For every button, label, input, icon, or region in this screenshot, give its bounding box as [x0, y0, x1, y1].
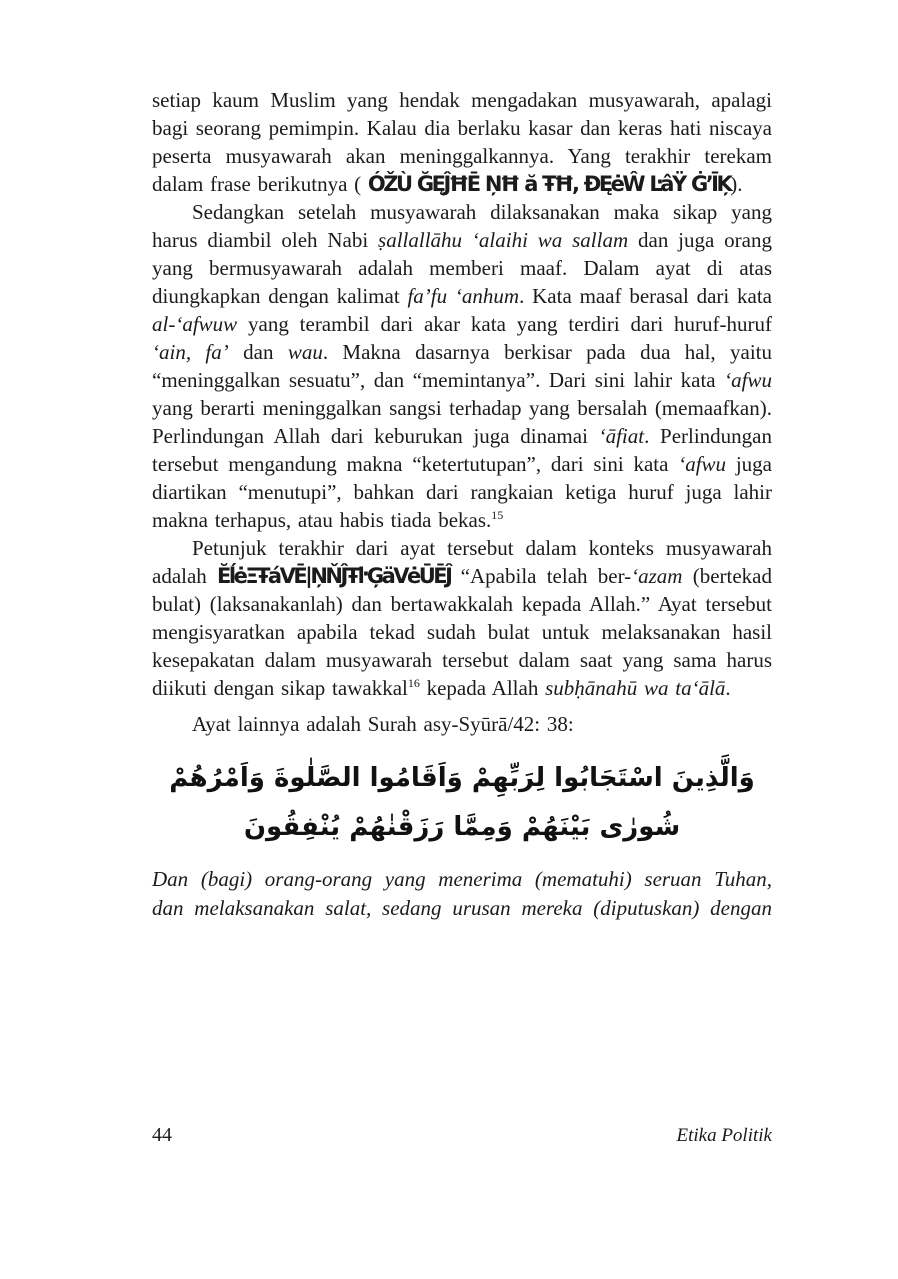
text-segment: Ayat lainnya adalah Surah asy-Syūrā/42: 38:	[192, 712, 574, 736]
footnote-marker: 16	[407, 676, 420, 690]
running-title: Etika Politik	[676, 1125, 772, 1146]
corrupted-glyph-run: ÓŽÙ ĞĘĴĦĒ ŅĦ ă ŦĦ, ĐĘėŴ ĿâŸ Ġ’ĪĶ	[367, 172, 731, 196]
text-segment: “Apabila telah ber-	[450, 564, 632, 588]
text-segment: (bertekad bulat) (laksanakanlah) dan bertawakkalah kepada Allah.” Ayat tersebut mengisyaratkan apabila tekad sudah bulat untuk melaksanakan hasil kesepakatan dalam musyawarah tersebut dalam saat yang sama harus diikuti dengan sikap tawakkal	[152, 564, 772, 700]
text-segment: . Kata maaf berasal dari kata	[519, 284, 772, 308]
paragraph-continuation	[152, 86, 772, 198]
text-segment: Petunjuk terakhir dari ayat tersebut dalam konteks musyawarah adalah	[152, 536, 772, 588]
text-segment: ‘āfiat	[598, 424, 645, 448]
text-segment: al-‘afwuw	[152, 312, 238, 336]
text-segment: ).	[730, 172, 743, 196]
page-body	[152, 86, 772, 923]
text-segment: dan	[228, 340, 288, 364]
text-segment: ‘azam	[631, 564, 683, 588]
text-segment: Sedangkan setelah musyawarah dilaksanakan maka sikap yang harus diambil oleh Nabi	[152, 200, 772, 252]
text-segment: . Makna dasarnya berkisar pada dua hal, yaitu “meninggalkan sesuatu”, dan “memintanya”. Dari sini lahir kata	[152, 340, 773, 392]
text-segment: wau	[287, 340, 323, 364]
paragraph-surah-reference	[152, 710, 772, 738]
text-segment: setiap kaum Muslim yang hendak mengadakan musyawarah, apalagi bagi seorang pemimpin. Kalau dia berlaku kasar dan keras hati niscaya peserta musyawarah akan meninggalkannya. Yang terakhir terekam dalam frase berikutnya (	[152, 88, 772, 196]
text-segment: ‘afwu	[724, 368, 772, 392]
arabic-verse: وَالَّذِينَ اسْتَجَابُوا لِرَبِّهِمْ وَاَقَامُوا الصَّلٰوةَ وَاَمْرُهُمْ شُورٰى بَيْنَهُمْ وَمِمَّا رَزَقْنٰهُمْ يُنْفِقُونَ	[169, 763, 755, 843]
text-segment: yang berarti meninggalkan sangsi terhadap yang bersalah (memaafkan). Perlindungan Allah dari keburukan juga dinamai	[152, 396, 772, 448]
text-segment: subḥānahū wa ta‘ālā	[545, 676, 726, 700]
text-segment: dan juga orang yang bermusyawarah adalah memberi maaf. Dalam ayat di atas diungkapkan dengan kalimat	[152, 228, 772, 308]
corrupted-glyph-run: ĔĺėΞŦáVĒ|ŅŇĴŦŀĢäVėŪĒĴ	[217, 564, 451, 588]
text-segment: ‘ain, fa’	[152, 340, 229, 364]
text-segment: yang terambil dari akar kata yang terdiri dari huruf-huruf	[237, 312, 772, 336]
text-segment: kepada Allah	[419, 676, 546, 700]
page-number: 44	[152, 1124, 172, 1146]
page-footer	[152, 1124, 772, 1147]
footnote-marker: 15	[491, 508, 504, 522]
text-segment: fa’fu ‘anhum	[407, 284, 520, 308]
text-segment: ‘afwu	[678, 452, 727, 476]
paragraph-musyawarah-maaf	[152, 198, 772, 534]
text-segment: ṣallallāhu ‘alaihi wa sallam	[378, 228, 629, 252]
paragraph-petunjuk-terakhir	[152, 534, 772, 702]
text-segment: juga diartikan “menutupi”, bahkan dari rangkaian ketiga huruf juga lahir makna terhapus, atau habis tiada bekas.	[152, 452, 772, 532]
text-segment: Dan (bagi) orang-orang yang menerima (mematuhi) seruan Tuhan, dan melaksanakan salat, sedang urusan mereka (diputuskan) dengan	[152, 866, 772, 920]
text-segment: . Perlindungan tersebut mengandung makna “ketertutupan”, dari sini kata	[152, 424, 772, 476]
text-segment: .	[725, 676, 731, 700]
verse-translation	[152, 865, 772, 923]
